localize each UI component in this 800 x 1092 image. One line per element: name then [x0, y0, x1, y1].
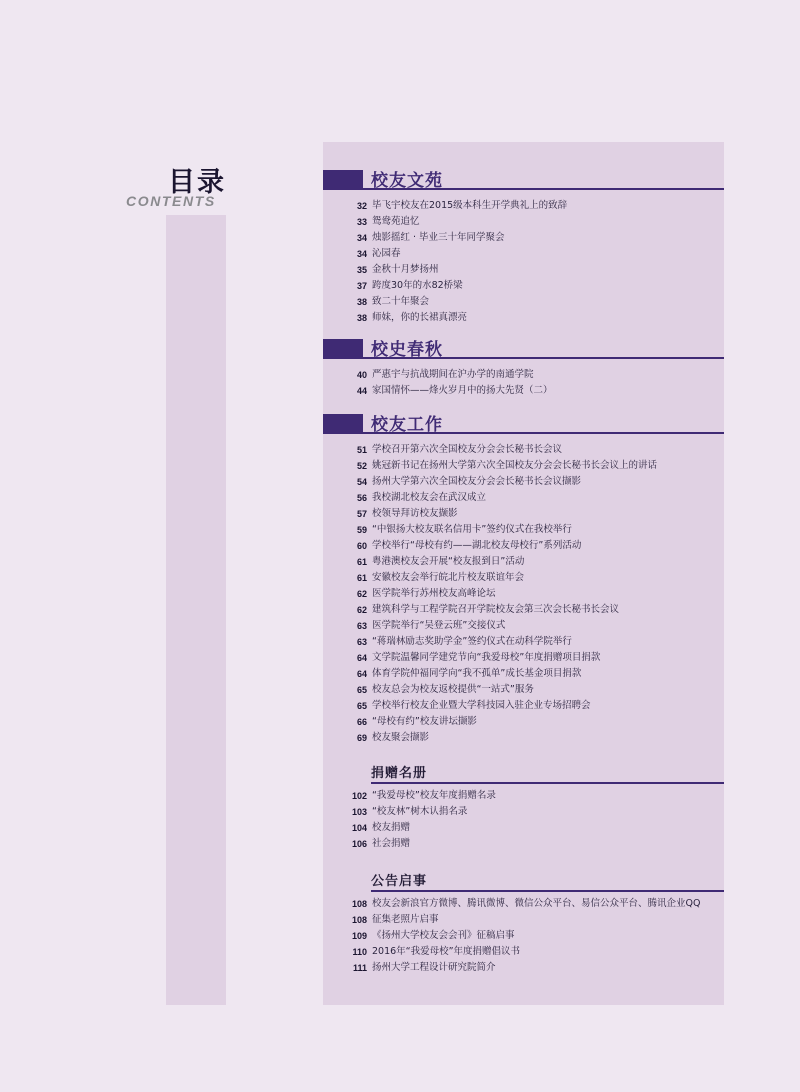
entry-title: 学校举行校友企业暨大学科技园入驻企业专场招聘会 [372, 700, 591, 711]
page-number: 65 [356, 701, 367, 711]
toc-entry[interactable] [323, 442, 724, 458]
entry-title: 严惠宇与抗战期间在沪办学的南通学院 [372, 369, 534, 380]
entry-title: 师妹，你的长裙真漂亮 [372, 312, 468, 323]
entry-title: “蒋瑞林励志奖助学金”签约仪式在动科学院举行 [372, 636, 572, 647]
entry-title: 扬州大学工程设计研究院简介 [372, 962, 496, 973]
section-tab [323, 170, 363, 190]
page-number: 64 [356, 669, 367, 679]
page-number: 38 [356, 313, 367, 323]
entry-title: 征集老照片启事 [372, 914, 439, 925]
subsection-title: 公告启事 [371, 874, 428, 889]
toc-entry[interactable] [323, 570, 724, 586]
toc-entry[interactable] [323, 262, 724, 278]
entry-title: 粤港澳校友会开展“校友报到日”活动 [372, 556, 525, 567]
entry-title: 致二十年聚会 [372, 296, 430, 307]
section-alumni-literature [323, 166, 724, 326]
section-school-history [323, 335, 724, 399]
page-number: 61 [356, 573, 367, 583]
page-number: 52 [356, 461, 367, 471]
toc-entry[interactable] [323, 554, 724, 570]
entry-title: 烛影摇红 · 毕业三十年同学聚会 [372, 232, 505, 243]
toc-entry[interactable] [323, 682, 724, 698]
entry-title: “中银扬大校友联名信用卡”签约仪式在我校举行 [372, 524, 572, 535]
toc-entry[interactable] [323, 506, 724, 522]
page-number: 64 [356, 653, 367, 663]
section-title: 校史春秋 [371, 340, 443, 360]
toc-entry[interactable] [323, 310, 724, 326]
page-number: 63 [356, 637, 367, 647]
page-number: 37 [356, 281, 367, 291]
toc-entry[interactable] [323, 367, 724, 383]
entry-title: 社会捐赠 [372, 838, 411, 849]
toc-entry[interactable] [323, 666, 724, 682]
page-number: 59 [356, 525, 367, 535]
toc-entry[interactable] [323, 383, 724, 399]
page-number: 33 [356, 217, 367, 227]
page-number: 34 [356, 249, 367, 259]
page-number: 40 [356, 370, 367, 380]
toc-entry[interactable] [323, 214, 724, 230]
entry-title: 家国情怀——烽火岁月中的扬大先贤（二） [372, 385, 553, 396]
toc-entry[interactable] [323, 730, 724, 746]
entry-title: 医学院举行“吴登云班”交接仪式 [372, 620, 506, 631]
page-subtitle: CONTENTS [126, 193, 216, 209]
page-number: 51 [356, 445, 367, 455]
page-number: 54 [356, 477, 367, 487]
page-number: 66 [356, 717, 367, 727]
entry-title: 2016年“我爱母校”年度捐赠倡议书 [372, 946, 521, 957]
entry-title: 学校召开第六次全国校友分会会长秘书长会议 [372, 444, 563, 455]
section-header [323, 410, 724, 436]
toc-entry[interactable] [323, 246, 724, 262]
page-number: 109 [351, 931, 367, 941]
page-number: 103 [351, 807, 367, 817]
page-number: 108 [351, 899, 367, 909]
toc-entry[interactable] [323, 198, 724, 214]
left-decor-bar [166, 215, 226, 1005]
toc-list [323, 198, 724, 326]
entry-title: “校友林”树木认捐名录 [372, 806, 468, 817]
toc-entry[interactable] [323, 788, 724, 804]
entry-title: 跨度30年的水82桥梁 [372, 280, 463, 291]
page-number: 32 [356, 201, 367, 211]
entry-title: 沁园春 [372, 248, 401, 259]
subsection-header [323, 760, 724, 784]
entry-title: 校友总会为校友返校提供“一站式”服务 [372, 684, 534, 695]
subsection-rule [371, 890, 724, 892]
subsection-header [323, 868, 724, 892]
toc-entry[interactable] [323, 538, 724, 554]
subsection-title: 捐赠名册 [371, 766, 428, 781]
page-number: 104 [351, 823, 367, 833]
toc-entry[interactable] [323, 698, 724, 714]
toc-entry[interactable] [323, 634, 724, 650]
page-number: 65 [356, 685, 367, 695]
toc-entry[interactable] [323, 804, 724, 820]
toc-list [323, 788, 724, 852]
toc-entry[interactable] [323, 294, 724, 310]
subsection-rule [371, 782, 724, 784]
subsection-announcements [323, 868, 724, 976]
page-number: 110 [352, 947, 367, 957]
entry-title: 姚冠新书记在扬州大学第六次全国校友分会会长秘书长会议上的讲话 [372, 460, 658, 471]
entry-title: 金秋十月梦扬州 [372, 264, 439, 275]
entry-title: 建筑科学与工程学院召开学院校友会第三次会长秘书长会议 [372, 604, 620, 615]
toc-entry[interactable] [323, 912, 724, 928]
section-title: 校友工作 [371, 415, 443, 435]
toc-entry[interactable] [323, 960, 724, 976]
section-header [323, 166, 724, 192]
section-title: 校友文苑 [371, 171, 443, 191]
entry-title: 医学院举行苏州校友高峰论坛 [372, 588, 496, 599]
toc-entry[interactable] [323, 474, 724, 490]
entry-title: 校友会新浪官方微博、腾讯微博、微信公众平台、易信公众平台、腾讯企业QQ [372, 898, 701, 909]
toc-entry[interactable] [323, 602, 724, 618]
section-header [323, 335, 724, 361]
toc-entry[interactable] [323, 836, 724, 852]
entry-title: 校友聚会撷影 [372, 732, 430, 743]
toc-entry[interactable] [323, 618, 724, 634]
section-tab [323, 414, 363, 434]
entry-title: 体育学院仲福同学向“我不孤单”成长基金项目捐款 [372, 668, 582, 679]
entry-title: “母校有约”校友讲坛撷影 [372, 716, 477, 727]
page-number: 56 [356, 493, 367, 503]
entry-title: 学校举行“母校有约——湖北校友母校行”系列活动 [372, 540, 582, 551]
toc-entry[interactable] [323, 714, 724, 730]
page-title: 目录 [168, 167, 226, 198]
page-number: 62 [356, 605, 367, 615]
page-number: 63 [356, 621, 367, 631]
page-number: 60 [356, 541, 367, 551]
page-number: 69 [356, 733, 367, 743]
entry-title: “我爱母校”校友年度捐赠名录 [372, 790, 496, 801]
entry-title: 校领导拜访校友撷影 [372, 508, 458, 519]
page-number: 62 [356, 589, 367, 599]
toc-entry[interactable] [323, 586, 724, 602]
entry-title: 毕飞宇校友在2015级本科生开学典礼上的致辞 [372, 200, 568, 211]
page-number: 38 [356, 297, 367, 307]
entry-title: 校友捐赠 [372, 822, 411, 833]
section-tab [323, 339, 363, 359]
entry-title: 《扬州大学校友会会刊》征稿启事 [372, 930, 515, 941]
toc-entry[interactable] [323, 230, 724, 246]
page-number: 106 [351, 839, 367, 849]
subsection-donation-roll [323, 760, 724, 852]
entry-title: 鸳鸯苑追忆 [372, 216, 420, 227]
page-number: 35 [356, 265, 367, 275]
entry-title: 安徽校友会举行皖北片校友联谊年会 [372, 572, 525, 583]
toc-entry[interactable] [323, 896, 724, 912]
toc-entry[interactable] [323, 458, 724, 474]
toc-entry[interactable] [323, 522, 724, 538]
toc-entry[interactable] [323, 944, 724, 960]
toc-entry[interactable] [323, 650, 724, 666]
page-number: 102 [351, 791, 367, 801]
page-number: 111 [352, 963, 367, 973]
page-number: 34 [356, 233, 367, 243]
page-number: 61 [356, 557, 367, 567]
toc-entry[interactable] [323, 278, 724, 294]
entry-title: 我校湖北校友会在武汉成立 [372, 492, 487, 503]
section-alumni-work [323, 410, 724, 746]
entry-title: 文学院温馨同学建党节向“我爱母校”年度捐赠项目捐款 [372, 652, 601, 663]
toc-list [323, 367, 724, 399]
toc-entry[interactable] [323, 820, 724, 836]
page-number: 57 [356, 509, 367, 519]
page-number: 44 [356, 386, 367, 396]
toc-list [323, 896, 724, 976]
page-number: 108 [351, 915, 367, 925]
entry-title: 扬州大学第六次全国校友分会会长秘书长会议撷影 [372, 476, 582, 487]
toc-list [323, 442, 724, 746]
toc-entry[interactable] [323, 490, 724, 506]
toc-entry[interactable] [323, 928, 724, 944]
